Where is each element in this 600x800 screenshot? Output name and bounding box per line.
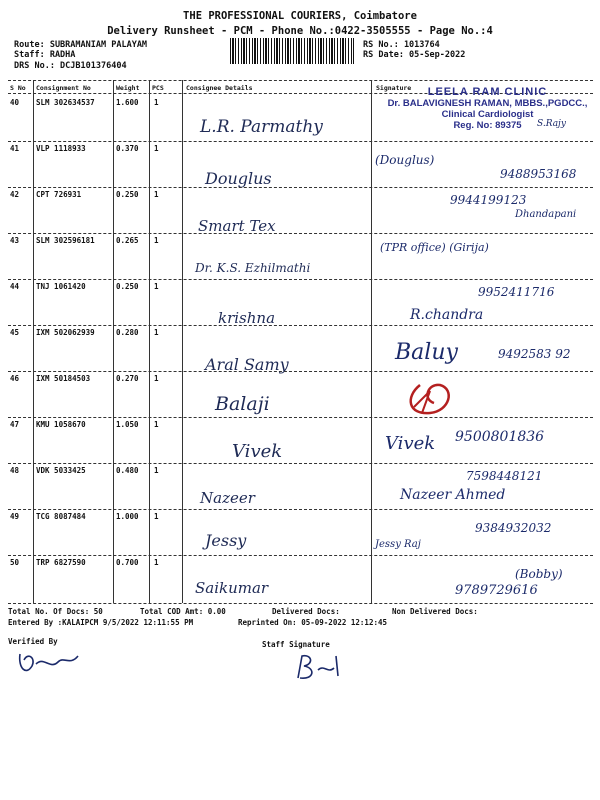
delivered-docs: Delivered Docs: <box>272 607 340 616</box>
staff-label: Staff: RADHA <box>14 50 76 60</box>
row-sno: 47 <box>10 420 20 429</box>
row-sno: 40 <box>10 98 20 107</box>
document-subtitle: Delivery Runsheet - PCM - Phone No.:0422-3505555 - Page No.:4 <box>107 25 493 37</box>
receiver-signature: (Bobby) <box>515 567 563 581</box>
receiver-phone: 9944199123 <box>450 193 527 207</box>
row-sno: 48 <box>10 466 20 475</box>
row-weight: 1.000 <box>116 512 139 521</box>
row-weight: 0.265 <box>116 236 139 245</box>
receiver-phone: 9488953168 <box>500 167 577 181</box>
row-sno: 44 <box>10 282 20 291</box>
row-weight: 0.250 <box>116 282 139 291</box>
col-consignment: Consignment No <box>36 84 91 92</box>
receiver-signature: Vivek <box>385 433 436 454</box>
row-weight: 0.250 <box>116 190 139 199</box>
entered-by: Entered By :KALAIPCM 9/5/2022 12:11:55 PM <box>8 618 194 627</box>
total-docs: Total No. Of Docs: 50 <box>8 607 103 616</box>
col-sno: S No <box>10 84 26 92</box>
table-top-rule <box>8 80 593 81</box>
row-consignment: VDK 5033425 <box>36 466 86 475</box>
staff-signature-label: Staff Signature <box>262 640 330 649</box>
row-pcs: 1 <box>154 558 159 567</box>
barcode <box>230 38 354 64</box>
receiver-signature: Dhandapani <box>515 209 577 220</box>
receiver-phone: 9789729616 <box>455 583 538 598</box>
row-consignment: KMU 1058670 <box>36 420 86 429</box>
non-delivered-docs: Non Delivered Docs: <box>392 607 478 616</box>
row-sno: 49 <box>10 512 20 521</box>
receiver-phone: 9384932032 <box>475 521 552 535</box>
verified-by-label: Verified By <box>8 637 58 646</box>
consignee-handwriting: L.R. Parmathy <box>200 117 323 137</box>
row-sno: 43 <box>10 236 20 245</box>
receiver-phone: 9492583 92 <box>498 347 571 361</box>
row-consignment: SLM 302634537 <box>36 98 95 107</box>
row-consignment: IXM 50184503 <box>36 374 91 383</box>
row-consignment: TRP 6827590 <box>36 558 86 567</box>
col-signature: Signature <box>376 84 412 92</box>
row-weight: 0.370 <box>116 144 139 153</box>
table-row <box>0 141 600 187</box>
consignee-handwriting: Saikumar <box>195 579 269 597</box>
consignee-handwriting: Aral Samy <box>205 355 289 374</box>
row-pcs: 1 <box>154 144 159 153</box>
table-row <box>0 325 600 374</box>
row-sno: 41 <box>10 144 20 153</box>
verifier-signature <box>14 646 84 680</box>
table-bottom-rule <box>8 603 593 604</box>
rs-date: RS Date: 05-Sep-2022 <box>363 50 466 60</box>
consignee-handwriting: Vivek <box>232 441 283 462</box>
receiver-signature: Nazeer Ahmed <box>400 487 506 503</box>
table-row <box>0 417 600 463</box>
receiver-phone: 7598448121 <box>466 469 543 483</box>
table-row <box>0 187 600 233</box>
total-cod: Total COD Amt: 0.00 <box>140 607 226 616</box>
row-pcs: 1 <box>154 236 159 245</box>
receiver-signature: Baluy <box>395 340 458 365</box>
consignee-handwriting: Dr. K.S. Ezhilmathi <box>195 261 311 275</box>
receiver-signature: (Douglus) <box>375 153 435 167</box>
document-title: THE PROFESSIONAL COURIERS, Coimbatore <box>183 10 417 22</box>
stamp-line: Dr. BALAVIGNESH RAMAN, MBBS.,PGDCC., <box>387 98 588 109</box>
receiver-phone: 9500801836 <box>455 429 545 445</box>
reprinted-on: Reprinted On: 05-09-2022 12:12:45 <box>238 618 388 627</box>
table-row <box>0 555 600 601</box>
table-row <box>0 233 600 279</box>
consignee-handwriting: Smart Tex <box>198 217 276 235</box>
row-consignment: SLM 302596181 <box>36 236 95 245</box>
receiver-signature: Jessy Raj <box>375 539 421 550</box>
table-row <box>0 509 600 555</box>
consignee-handwriting: Douglus <box>205 169 272 188</box>
red-ink-signature <box>400 377 470 421</box>
row-sno: 42 <box>10 190 20 199</box>
row-weight: 0.480 <box>116 466 139 475</box>
receiver-signature: S.Rajy <box>537 119 566 129</box>
consignee-handwriting: Jessy <box>205 531 247 550</box>
row-sno: 45 <box>10 328 20 337</box>
consignee-handwriting: Nazeer <box>200 489 255 507</box>
receiver-signature: (TPR office) (Girija) <box>380 241 489 254</box>
row-consignment: CPT 726931 <box>36 190 82 199</box>
row-pcs: 1 <box>154 512 159 521</box>
drs-number: DRS No.: DCJB101376404 <box>14 61 127 71</box>
row-pcs: 1 <box>154 282 159 291</box>
col-consignee: Consignee Details <box>186 84 253 92</box>
row-weight: 0.280 <box>116 328 139 337</box>
row-pcs: 1 <box>154 420 159 429</box>
table-row <box>0 463 600 509</box>
stamp-line: Clinical Cardiologist <box>441 109 534 120</box>
row-weight: 0.270 <box>116 374 139 383</box>
row-weight: 1.600 <box>116 98 139 107</box>
row-pcs: 1 <box>154 466 159 475</box>
row-consignment: TNJ 1061420 <box>36 282 86 291</box>
row-sno: 50 <box>10 558 20 567</box>
row-pcs: 1 <box>154 328 159 337</box>
table-row <box>0 371 600 417</box>
row-weight: 1.050 <box>116 420 139 429</box>
staff-signature <box>290 650 350 684</box>
row-consignment: TCG 8087484 <box>36 512 86 521</box>
row-sno: 46 <box>10 374 20 383</box>
receiver-signature: R.chandra <box>410 307 484 323</box>
stamp-line: LEELA RAM CLINIC <box>427 86 548 98</box>
table-row <box>0 95 600 141</box>
route-label: Route: SUBRAMANIAM PALAYAM <box>14 40 148 50</box>
receiver-phone: 9952411716 <box>478 285 555 299</box>
row-pcs: 1 <box>154 190 159 199</box>
row-consignment: IXM 502062939 <box>36 328 95 337</box>
row-pcs: 1 <box>154 98 159 107</box>
row-weight: 0.700 <box>116 558 139 567</box>
consignee-handwriting: Balaji <box>215 393 270 415</box>
row-consignment: VLP 1118933 <box>36 144 86 153</box>
stamp-line: Reg. No: 89375 <box>453 120 522 131</box>
table-row <box>0 279 600 325</box>
consignee-handwriting: krishna <box>218 309 276 327</box>
rs-number: RS No.: 1013764 <box>363 40 440 50</box>
col-pcs: PCS <box>152 84 164 92</box>
row-pcs: 1 <box>154 374 159 383</box>
col-weight: Weight <box>116 84 140 92</box>
